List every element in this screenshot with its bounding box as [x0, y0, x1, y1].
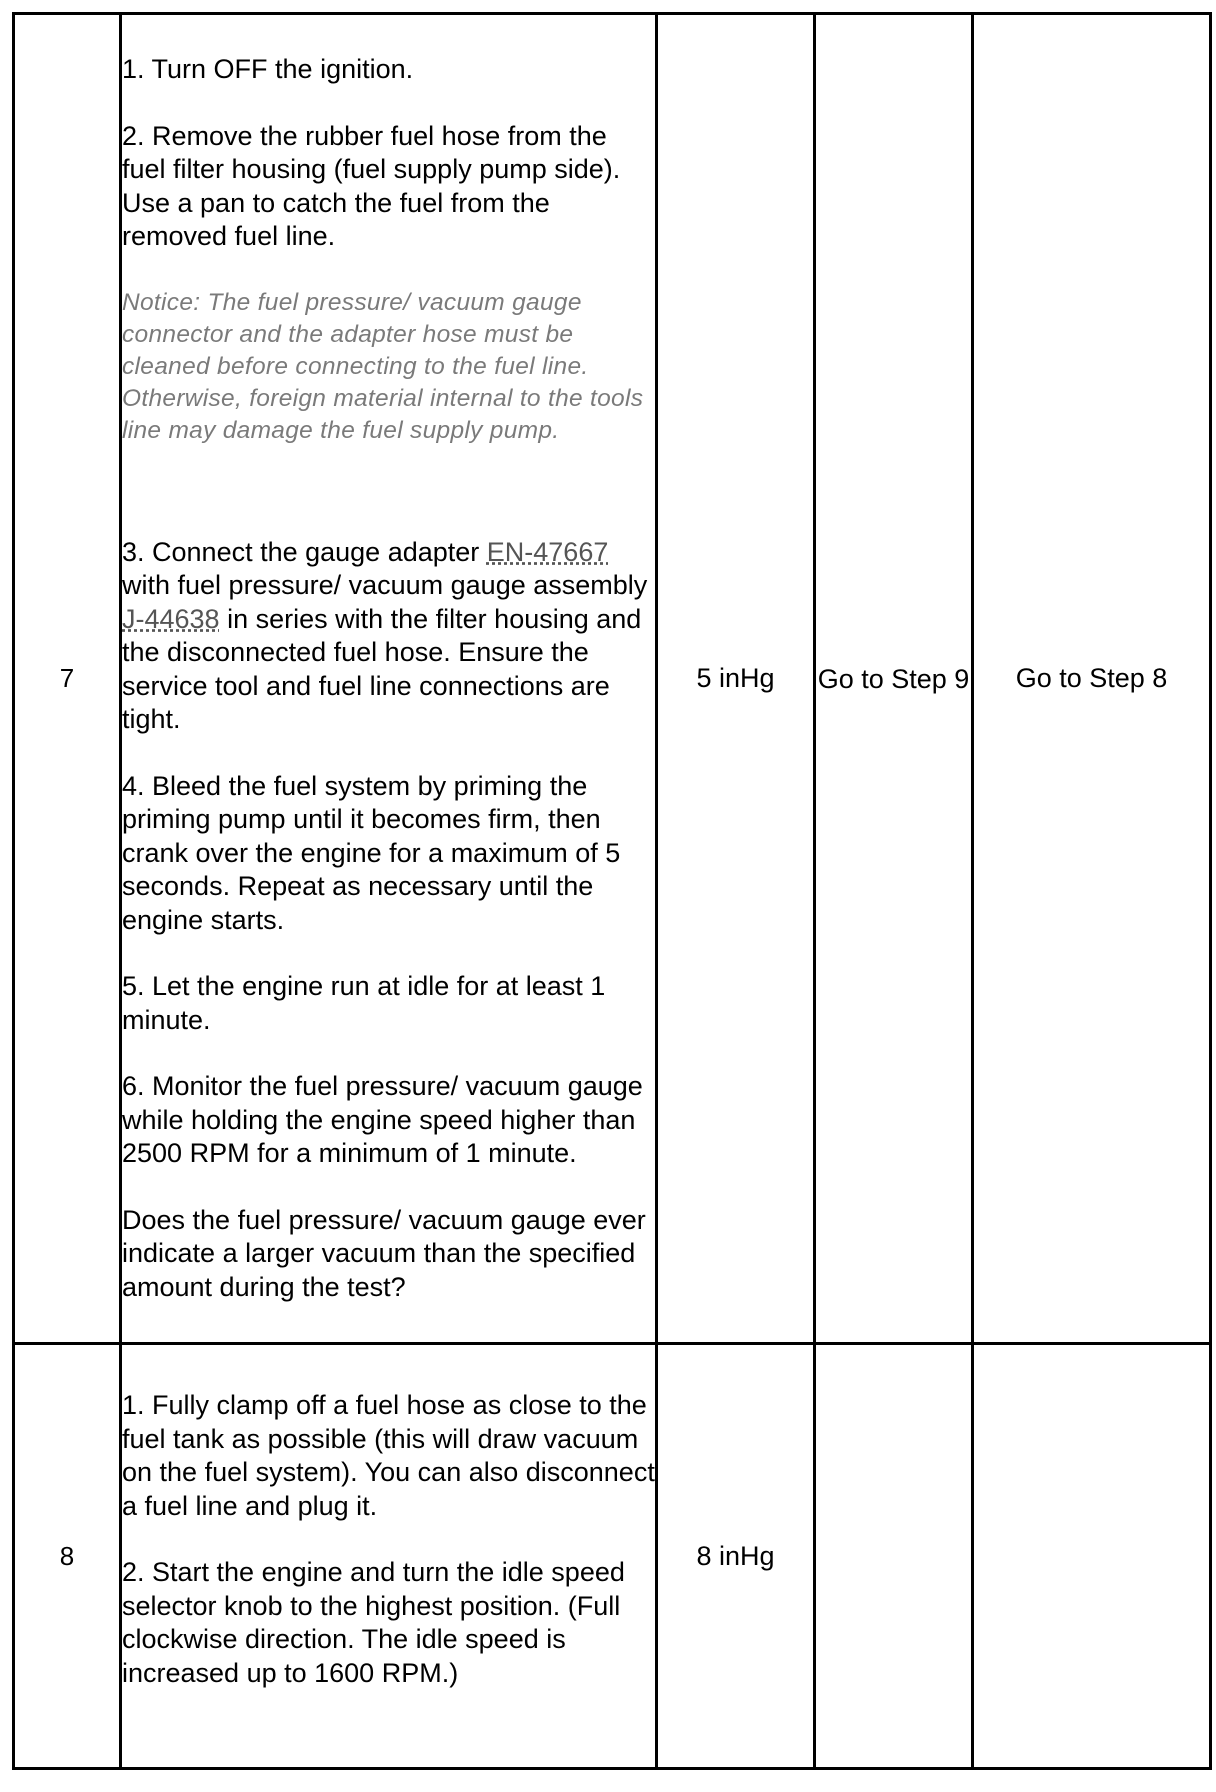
tool-link-j-44638[interactable]: J-44638 — [122, 603, 220, 634]
no-action-cell: Go to Step 8 — [973, 14, 1211, 1344]
notice-text: Notice: The fuel pressure/ vacuum gauge connector and the adapter hose must be cleaned before connecting to the fuel line. Otherwise, foreign material internal to the tools line may damage the fuel supply pump. — [122, 288, 644, 444]
value-cell: 8 inHg — [657, 1344, 815, 1769]
instruction-step-3 — [122, 536, 655, 737]
no-action-cell — [973, 1344, 1211, 1769]
table-row-step-7 — [14, 14, 1211, 1344]
yes-action-cell: Go to Step 9 — [815, 14, 973, 1344]
question-text: Does the fuel pressure/ vacuum gauge ever indicate a larger vacuum than the specified amount during the test? — [122, 1204, 646, 1302]
step-3-text-middle: with fuel pressure/ vacuum gauge assembly — [122, 570, 648, 600]
step-3-text-after: in series with the filter housing and the disconnected fuel hose. Ensure the service tool and fuel line connections are tight. — [122, 603, 642, 734]
table-row-step-8 — [14, 1344, 1211, 1769]
instruction-step-4: 4. Bleed the fuel system by priming the priming pump until it becomes firm, then crank over the engine for a maximum of 5 seconds. Repeat as necessary until the engine starts. — [122, 770, 621, 935]
step-3-text-before: 3. Connect the gauge adapter — [122, 536, 487, 567]
action-cell — [121, 14, 657, 1344]
instruction-step-2: 2. Start the engine and turn the idle speed selector knob to the highest position. (Full clockwise direction. The idle speed is increased up to 1600 RPM.) — [122, 1557, 625, 1688]
action-cell — [121, 1344, 657, 1769]
yes-action-cell — [815, 1344, 973, 1769]
instruction-step-1: 1. Turn OFF the ignition. — [122, 54, 414, 84]
tool-link-en-47667[interactable]: EN-47667 — [486, 536, 609, 567]
diagnostic-table — [12, 12, 1212, 1770]
instruction-step-5: 5. Let the engine run at idle for at least 1 minute. — [122, 971, 606, 1035]
value-cell: 5 inHg — [657, 14, 815, 1344]
step-number-cell: 7 — [14, 14, 121, 1344]
instruction-step-1: 1. Fully clamp off a fuel hose as close to the fuel tank as possible (this will draw vacuum on the fuel system). You can also disconnect a fuel line and plug it. — [122, 1390, 655, 1521]
instruction-step-2: 2. Remove the rubber fuel hose from the fuel filter housing (fuel supply pump side). Use a pan to catch the fuel from the removed fuel line. — [122, 120, 621, 251]
spacer — [122, 480, 655, 536]
step-number-cell: 8 — [14, 1344, 121, 1769]
instruction-step-6: 6. Monitor the fuel pressure/ vacuum gauge while holding the engine speed higher than 2500 RPM for a minimum of 1 minute. — [122, 1071, 643, 1168]
